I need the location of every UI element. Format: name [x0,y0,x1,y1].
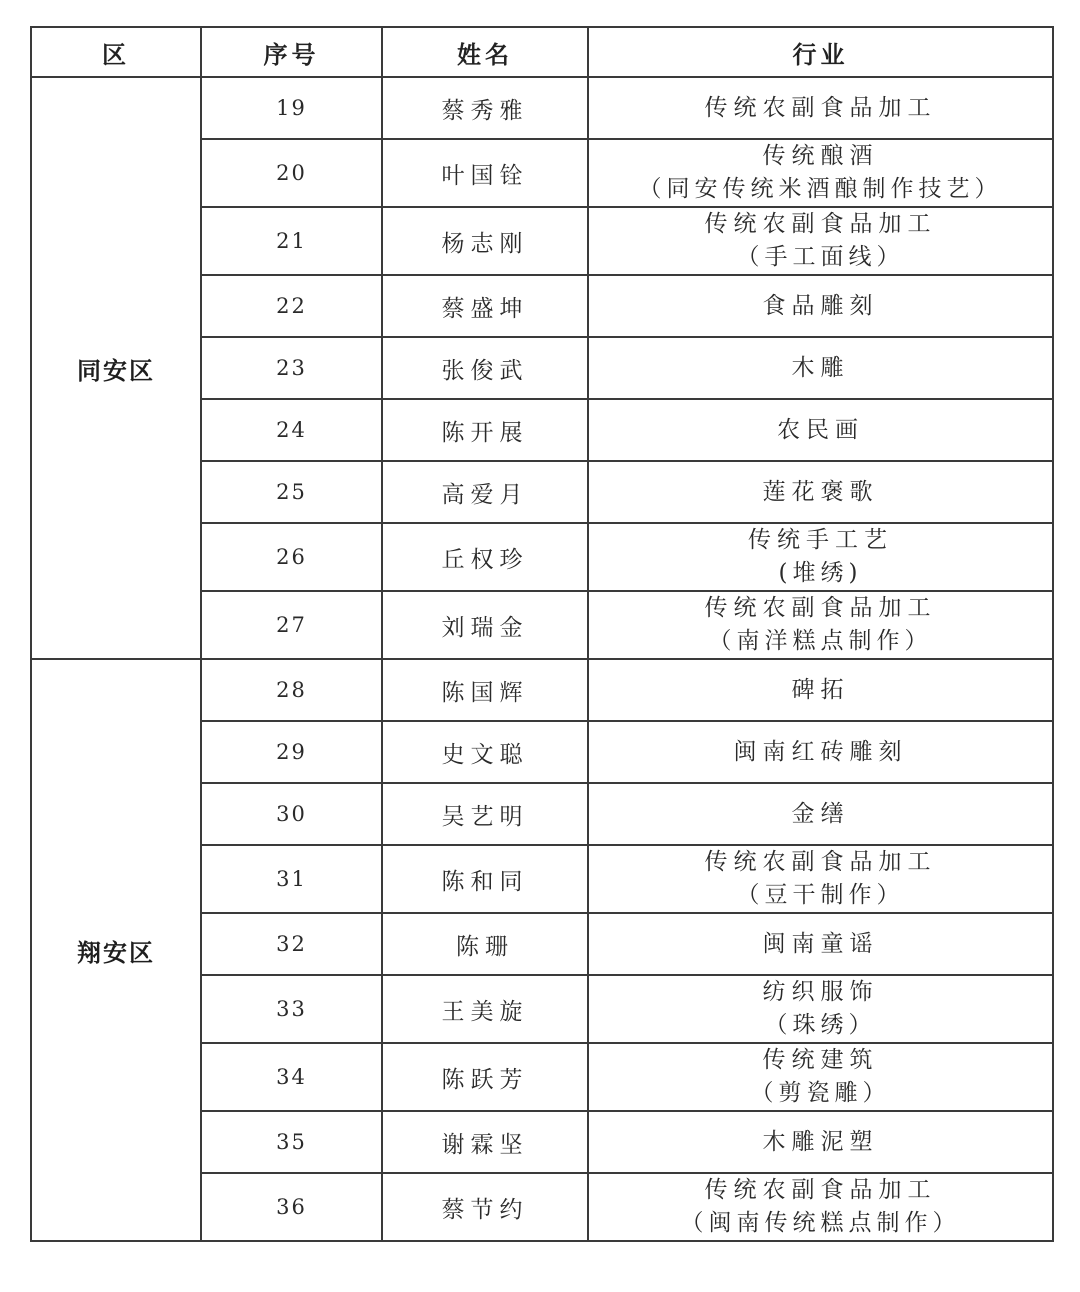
number-cell: 22 [201,275,382,337]
industry-cell [588,337,1053,399]
name-cell: 陈开展 [382,399,588,461]
industry-cell [588,913,1053,975]
industry-label: 金缮 [791,800,850,827]
name-cell: 张俊武 [382,337,588,399]
table-row [31,659,1053,721]
industry-label: 传统农副食品加工 [704,211,937,237]
industry-cell [588,77,1053,139]
header-name: 姓名 [382,27,588,77]
name-cell: 王美旋 [382,975,588,1043]
header-industry: 行业 [588,27,1053,77]
number-cell: 32 [201,913,382,975]
name-cell: 陈国辉 [382,659,588,721]
name-cell: 蔡节约 [382,1173,588,1241]
industry-label: 闽南红砖雕刻 [733,738,908,765]
industry-cell [588,1111,1053,1173]
industry-label: 闽南童谣 [762,930,879,957]
name-cell: 刘瑞金 [382,591,588,659]
number-cell: 21 [201,207,382,275]
industry-detail: （手工面线） [736,244,905,270]
industry-cell [588,783,1053,845]
industry-label: 传统建筑 [762,1047,879,1073]
industry-label: 传统农副食品加工 [704,595,937,621]
industry-cell [588,461,1053,523]
industry-cell [588,659,1053,721]
name-cell: 陈珊 [382,913,588,975]
industry-label: 传统酿酒 [762,143,879,169]
industry-cell [588,207,1053,275]
name-cell: 蔡盛坤 [382,275,588,337]
industry-label: 碑拓 [791,676,850,703]
number-cell: 28 [201,659,382,721]
name-cell: 史文聪 [382,721,588,783]
industry-label: 纺织服饰 [762,979,879,1005]
industry-cell [588,1043,1053,1111]
industry-label: 传统农副食品加工 [704,1177,937,1203]
table-header [31,27,1053,77]
roster-sheet [30,26,1052,1266]
name-cell: 蔡秀雅 [382,77,588,139]
number-cell: 31 [201,845,382,913]
number-cell: 33 [201,975,382,1043]
industry-cell [588,721,1053,783]
industry-cell [588,275,1053,337]
industry-label: 传统农副食品加工 [704,849,937,875]
header-number: 序号 [201,27,382,77]
industry-cell [588,1173,1053,1241]
number-cell: 30 [201,783,382,845]
number-cell: 20 [201,139,382,207]
name-cell: 杨志刚 [382,207,588,275]
name-cell: 陈和同 [382,845,588,913]
district-cell: 同安区 [31,77,201,659]
number-cell: 19 [201,77,382,139]
name-cell: 陈跃芳 [382,1043,588,1111]
industry-detail: （珠绣） [764,1012,877,1038]
number-cell: 25 [201,461,382,523]
industry-cell [588,591,1053,659]
roster-table [30,26,1054,1242]
industry-detail: （同安传统米酒酿制作技艺） [638,176,1003,202]
industry-cell [588,845,1053,913]
industry-detail: (堆绣) [778,560,863,586]
name-cell: 丘权珍 [382,523,588,591]
table-row [31,77,1053,139]
industry-cell [588,975,1053,1043]
industry-label: 农民画 [777,416,864,443]
industry-label: 木雕泥塑 [762,1128,879,1155]
name-cell: 叶国铨 [382,139,588,207]
number-cell: 36 [201,1173,382,1241]
name-cell: 高爱月 [382,461,588,523]
number-cell: 24 [201,399,382,461]
industry-label: 传统手工艺 [748,527,893,553]
number-cell: 27 [201,591,382,659]
industry-detail: （剪瓷雕） [750,1080,891,1106]
industry-label: 食品雕刻 [762,292,879,319]
header-district: 区 [31,27,201,77]
industry-cell [588,139,1053,207]
industry-detail: （南洋糕点制作） [708,628,933,654]
industry-label: 传统农副食品加工 [704,94,937,121]
industry-detail: （豆干制作） [736,882,905,908]
number-cell: 35 [201,1111,382,1173]
number-cell: 34 [201,1043,382,1111]
header-row [31,27,1053,77]
table-body [31,77,1053,1241]
name-cell: 吴艺明 [382,783,588,845]
name-cell: 谢霖坚 [382,1111,588,1173]
number-cell: 26 [201,523,382,591]
industry-label: 木雕 [791,354,850,381]
industry-cell [588,523,1053,591]
industry-cell [588,399,1053,461]
number-cell: 29 [201,721,382,783]
number-cell: 23 [201,337,382,399]
industry-label: 莲花褒歌 [762,478,879,505]
district-cell: 翔安区 [31,659,201,1241]
industry-detail: （闽南传统糕点制作） [680,1210,961,1236]
